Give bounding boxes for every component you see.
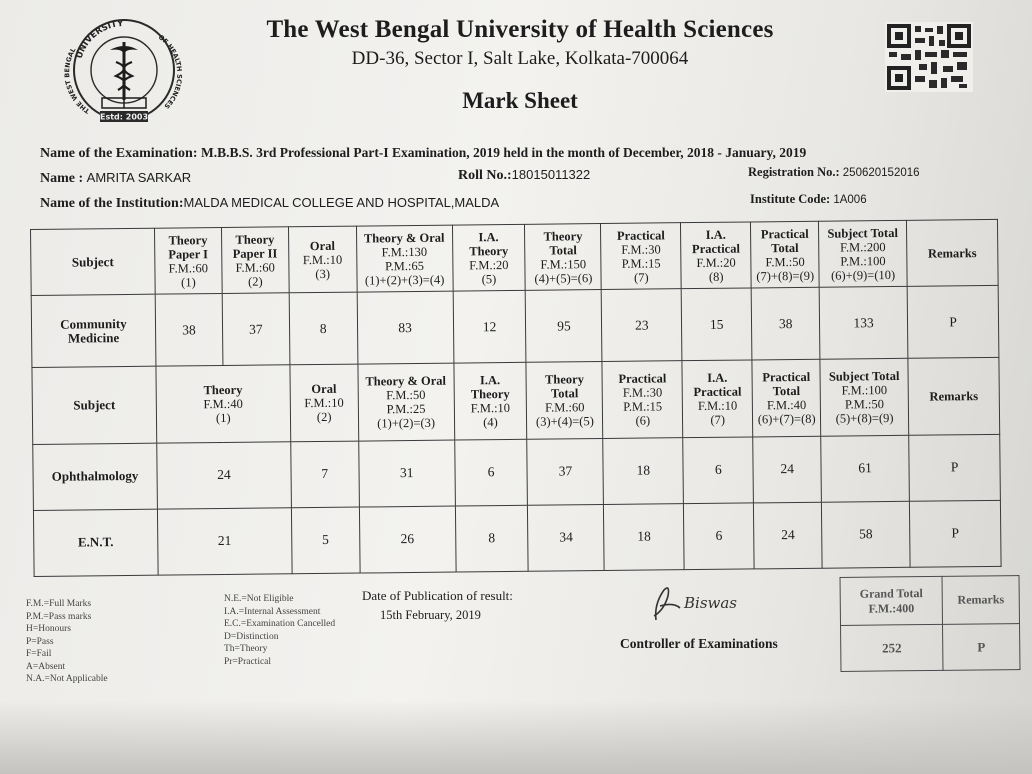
abbreviation-legend-left: F.M.=Full Marks P.M.=Pass marks H=Honours P=Pass F=Fail A=Absent N.A.=Not Applicable xyxy=(26,599,108,684)
column-header: Theory Total F.M.:150 (4)+(5)=(6) xyxy=(525,224,602,291)
mark-cell: 8 xyxy=(289,292,358,365)
column-header: Practical F.M.:30 P.M.:15 (6) xyxy=(602,361,683,438)
column-header: Practical Total F.M.:40 (6)+(7)=(8) xyxy=(752,360,821,437)
mark-cell: 24 xyxy=(754,502,823,569)
publication-label: Date of Publication of result: xyxy=(362,588,513,603)
institute-code-line: Institute Code: 1A006 xyxy=(750,192,867,206)
column-header: Theory Paper I F.M.:60 (1) xyxy=(154,227,222,294)
mark-cell: 18 xyxy=(604,503,685,570)
column-header-subject: Subject xyxy=(32,367,157,445)
institute-code: 1A006 xyxy=(833,194,867,206)
publication-date: 15th February, 2019 xyxy=(380,608,481,622)
column-header: Oral F.M.:10 (3) xyxy=(288,226,357,293)
university-name: The West Bengal University of Health Sciences xyxy=(266,16,774,43)
mark-cell: 133 xyxy=(819,286,908,359)
svg-text:THE WEST BENGAL: THE WEST BENGAL xyxy=(63,46,92,116)
publication-date-block xyxy=(362,588,513,623)
mark-cell: 37 xyxy=(222,293,290,366)
svg-text:OF HEALTH SCIENCES: OF HEALTH SCIENCES xyxy=(156,33,184,111)
student-name: AMRITA SARKAR xyxy=(86,170,192,185)
mark-cell: 26 xyxy=(359,506,456,573)
page-shadow xyxy=(0,700,1032,774)
column-header: Theory Total F.M.:60 (3)+(4)=(5) xyxy=(526,362,603,439)
student-name-line: Name : AMRITA SARKAR xyxy=(40,170,192,186)
column-header: Practical F.M.:30 P.M.:15 (7) xyxy=(601,223,682,290)
subject-name: Ophthalmology xyxy=(33,443,158,510)
table-ophthalmology-ent xyxy=(32,358,1001,577)
svg-text:Biswas: Biswas xyxy=(684,594,737,612)
mark-cell: 83 xyxy=(357,291,454,364)
column-header: Oral F.M.:10 (2) xyxy=(290,364,359,441)
column-header-subject: Subject xyxy=(31,228,156,295)
roll-number-line: Roll No.:18015011322 xyxy=(458,167,591,183)
subject-name: E.N.T. xyxy=(33,509,158,576)
table-row xyxy=(33,434,1001,510)
grand-total-remarks: P xyxy=(943,624,1020,671)
exam-name-line: Name of the Examination: M.B.B.S. 3rd Professional Part-I Examination, 2019 held in the month of December, 2018 - January, 2019 xyxy=(40,145,807,161)
table-header-row xyxy=(31,219,999,295)
table-row xyxy=(31,286,999,368)
mark-cell: 15 xyxy=(681,288,752,361)
column-header-remarks: Remarks xyxy=(906,219,998,286)
registration-number: 250620152016 xyxy=(842,167,920,179)
mark-cell: 38 xyxy=(155,294,223,367)
column-header: Theory & Oral F.M.:50 P.M.:25 (1)+(2)=(3) xyxy=(358,363,455,440)
mark-cell: 34 xyxy=(528,504,605,571)
institution-name: MALDA MEDICAL COLLEGE AND HOSPITAL,MALDA xyxy=(183,195,500,210)
grand-total-header: Grand Total F.M.:400 xyxy=(840,576,943,625)
abbreviation-legend-middle: N.E.=Not Eligible I.A.=Internal Assessment E.C.=Examination Cancelled D=Distinction Th=Theory Pr=Practical xyxy=(224,594,336,667)
mark-cell: 24 xyxy=(157,441,292,509)
column-header: Theory F.M.:40 (1) xyxy=(156,365,291,443)
column-header: I.A. Theory F.M.:10 (4) xyxy=(453,363,527,440)
university-logo xyxy=(52,18,202,126)
table-community-medicine xyxy=(31,219,999,368)
table-header-row xyxy=(32,358,1000,444)
mark-cell: 6 xyxy=(454,439,528,506)
mark-cell: 21 xyxy=(157,508,292,576)
column-header: Practical Total F.M.:50 (7)+(8)=(9) xyxy=(751,221,820,288)
mark-cell: 7 xyxy=(290,441,359,508)
column-header: Theory Paper II F.M.:60 (2) xyxy=(221,227,289,294)
registration-line: Registration No.: 250620152016 xyxy=(748,165,920,179)
mark-cell: 23 xyxy=(602,289,683,362)
remarks-cell: P xyxy=(909,434,1001,501)
mark-cell: 6 xyxy=(683,437,754,504)
grand-total-value: 252 xyxy=(841,624,944,671)
column-header: I.A. Theory F.M.:20 (5) xyxy=(452,224,526,291)
mark-cell: 24 xyxy=(753,436,822,503)
remarks-cell: P xyxy=(907,286,999,359)
mark-cell: 5 xyxy=(291,507,360,574)
qr-code-icon xyxy=(885,22,973,92)
mark-cell: 12 xyxy=(453,290,527,363)
mark-cell: 31 xyxy=(358,440,455,507)
controller-title: Controller of Examinations xyxy=(620,636,778,651)
mark-cell: 8 xyxy=(455,505,529,572)
column-header: Subject Total F.M.:100 P.M.:50 (5)+(8)=(9) xyxy=(820,359,909,436)
mark-cell: 58 xyxy=(822,501,911,568)
svg-text:Estd: 2003: Estd: 2003 xyxy=(99,112,149,122)
column-header: I.A. Practical F.M.:10 (7) xyxy=(682,360,753,437)
mark-cell: 18 xyxy=(603,437,684,504)
mark-cell: 95 xyxy=(526,290,603,363)
table-row xyxy=(33,500,1001,576)
document-title: Mark Sheet xyxy=(462,88,578,113)
column-header-remarks: Remarks xyxy=(908,358,1000,435)
remarks-cell: P xyxy=(909,500,1001,567)
mark-cell: 6 xyxy=(684,503,755,570)
column-header: Subject Total F.M.:200 P.M.:100 (6)+(9)=(10) xyxy=(819,220,908,287)
university-address: DD-36, Sector I, Salt Lake, Kolkata-700064 xyxy=(351,48,689,69)
controller-signature xyxy=(640,580,760,625)
subject-name: Community Medicine xyxy=(31,294,156,368)
grand-total-table xyxy=(840,575,1021,672)
column-header: I.A. Practical F.M.:20 (8) xyxy=(681,222,752,289)
roll-number: 18015011322 xyxy=(511,167,591,182)
mark-cell: 61 xyxy=(821,435,910,502)
svg-text:UNIVERSITY: UNIVERSITY xyxy=(74,18,124,61)
marks-table xyxy=(30,219,1002,577)
institution-line: Name of the Institution:MALDA MEDICAL COLLEGE AND HOSPITAL,MALDA xyxy=(40,195,500,211)
mark-cell: 38 xyxy=(751,287,820,360)
mark-cell: 37 xyxy=(527,438,604,505)
column-header: Theory & Oral F.M.:130 P.M.:65 (1)+(2)+(3)=(4) xyxy=(356,225,453,292)
grand-total-remarks-header: Remarks xyxy=(942,576,1019,625)
